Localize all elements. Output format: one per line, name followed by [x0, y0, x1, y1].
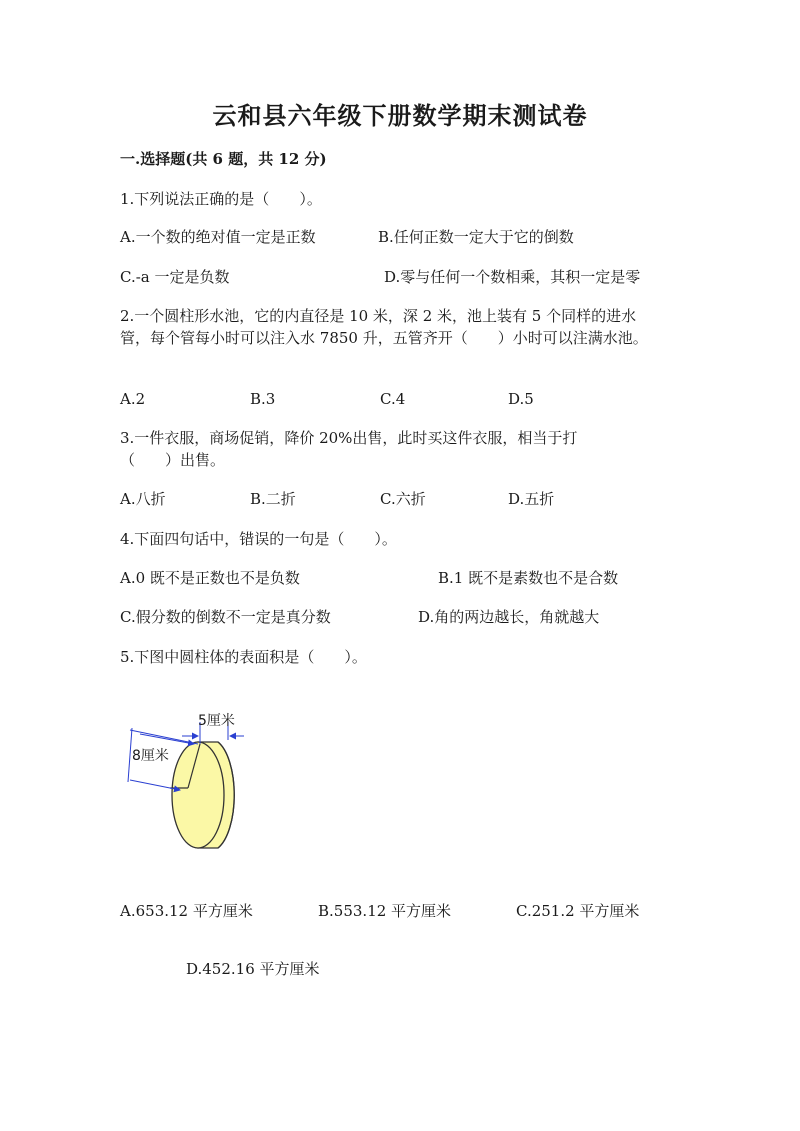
q3-option-d[interactable]: D.五折: [508, 490, 555, 508]
q1-option-d[interactable]: D.零与任何一个数相乘，其积一定是零: [384, 268, 641, 286]
q2-option-c[interactable]: C.4: [380, 390, 406, 408]
q4-option-c[interactable]: C.假分数的倒数不一定是真分数: [120, 608, 331, 626]
q3-option-c[interactable]: C.六折: [380, 490, 426, 508]
q3-option-a[interactable]: A.八折: [120, 490, 166, 508]
radius-dimension-line: [130, 730, 198, 744]
q4-stem: 4.下面四句话中，错误的一句是（ ）。: [120, 530, 397, 548]
q1-option-c[interactable]: C.-a 一定是负数: [120, 268, 230, 286]
q1-option-b[interactable]: B.任何正数一定大于它的倒数: [378, 228, 574, 246]
q2-stem: 2.一个圆柱形水池，它的内直径是 10 米，深 2 米，池上装有 5 个同样的进水管，每个管每小时可以注入水 7850 升，五管齐开（ ）小时可以注满水池。: [120, 307, 648, 347]
q2-option-b[interactable]: B.3: [250, 390, 276, 408]
height-label: 5厘米: [198, 713, 235, 729]
q4-option-b[interactable]: B.1 既不是素数也不是合数: [438, 569, 619, 587]
section-heading: 一.选择题(共 6 题，共 12 分): [120, 150, 327, 168]
q2-option-d[interactable]: D.5: [508, 390, 534, 408]
q5-stem: 5.下图中圆柱体的表面积是（ ）。: [120, 648, 367, 666]
q5-option-a[interactable]: A.653.12 平方厘米: [120, 902, 253, 920]
q3-stem-line1: 3.一件衣服，商场促销，降价 20%出售，此时买这件衣服，相当于打: [120, 429, 578, 447]
page-title: 云和县六年级下册数学期末测试卷: [212, 101, 588, 130]
q5-option-d[interactable]: D.452.16 平方厘米: [186, 960, 320, 978]
q4-option-a[interactable]: A.0 既不是正数也不是负数: [120, 569, 300, 587]
q5-option-c[interactable]: C.251.2 平方厘米: [516, 902, 640, 920]
radius-label: 8厘米: [132, 748, 169, 764]
q3-stem-line2: （ ）出售。: [120, 451, 226, 469]
q4-option-d[interactable]: D.角的两边越长，角就越大: [418, 608, 600, 626]
q5-option-b[interactable]: B.553.12 平方厘米: [318, 902, 452, 920]
cylinder-front-face: [172, 742, 224, 848]
q1-stem: 1.下列说法正确的是（ ）。: [120, 190, 322, 208]
cylinder-figure: [110, 700, 260, 860]
q3-option-b[interactable]: B.二折: [250, 490, 296, 508]
q2-option-a[interactable]: A.2: [120, 390, 146, 408]
q1-option-a[interactable]: A.一个数的绝对值一定是正数: [120, 228, 316, 246]
